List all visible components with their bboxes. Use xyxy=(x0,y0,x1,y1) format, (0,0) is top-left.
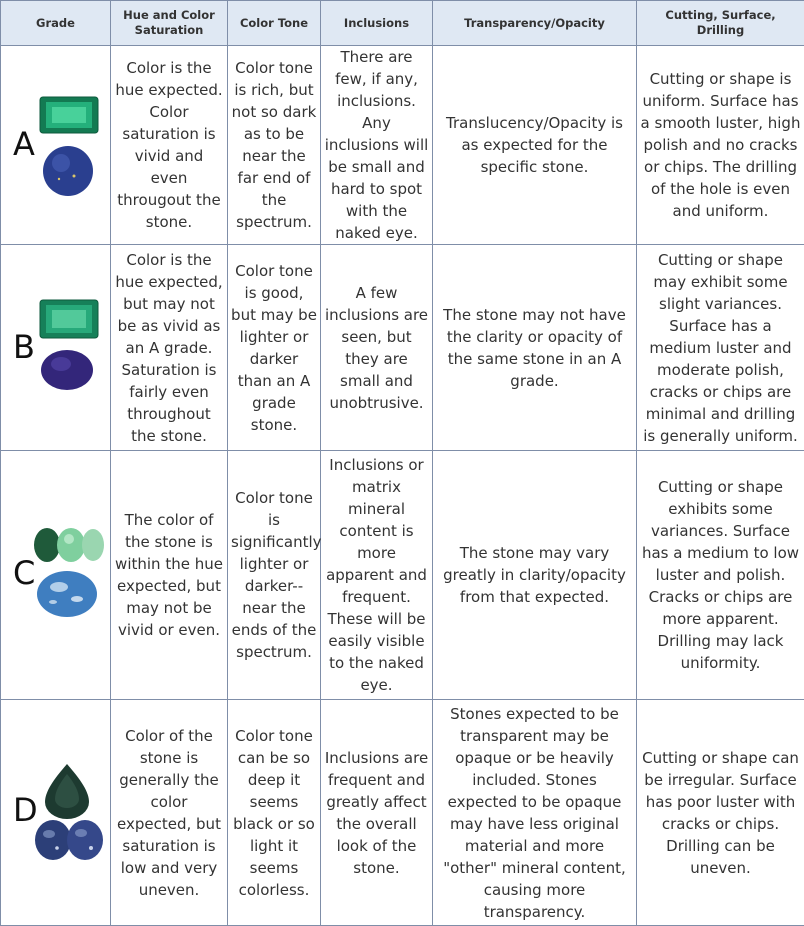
emerald-bead-cluster-icon xyxy=(33,525,105,565)
cutting-cell: Cutting or shape exhibits some variances. Surface has a medium to low luster and polish. Cracks or chips are more apparent. Drilling may lack uniformity. xyxy=(637,451,804,700)
dark-teardrop-gem-icon xyxy=(43,762,91,820)
header-row xyxy=(1,1,804,46)
hue-saturation-cell: Color of the stone is generally the color expected, but saturation is low and very uneven. xyxy=(111,700,228,926)
hue-saturation-cell: The color of the stone is within the hue expected, but may not be vivid or even. xyxy=(111,451,228,700)
color-tone-cell: Color tone can be so deep it seems black or so light it seems colorless. xyxy=(228,700,321,926)
table-row xyxy=(1,451,804,700)
grade-letter: B xyxy=(13,331,35,363)
color-tone-cell: Color tone is significantly lighter or darker-- near the ends of the spectrum. xyxy=(228,451,321,700)
grade-cell xyxy=(1,46,111,245)
color-tone-cell: Color tone is good, but may be lighter or darker than an A grade stone. xyxy=(228,245,321,451)
lapis-round-gem-icon xyxy=(41,144,95,198)
transparency-cell: Translucency/Opacity is as expected for the specific stone. xyxy=(433,46,637,245)
inclusions-cell: There are few, if any, inclusions. Any inclusions will be small and hard to spot with the naked eye. xyxy=(321,46,433,245)
grade-cell xyxy=(1,700,111,926)
sodalite-oval-gem-icon xyxy=(35,569,99,619)
emerald-cut-gem-icon xyxy=(39,96,99,146)
inclusions-cell: Inclusions or matrix mineral content is more apparent and frequent. These will be easily visible to the naked eye. xyxy=(321,451,433,700)
hue-saturation-cell: Color is the hue expected. Color saturation is vivid and even througout the stone. xyxy=(111,46,228,245)
cutting-cell: Cutting or shape can be irregular. Surface has poor luster with cracks or chips. Drilling can be uneven. xyxy=(637,700,804,926)
cutting-cell: Cutting or shape is uniform. Surface has a smooth luster, high polish and no cracks or chips. The drilling of the hole is even and uniform. xyxy=(637,46,804,245)
header-cutting: Cutting, Surface, Drilling xyxy=(637,1,804,46)
header-grade: Grade xyxy=(1,1,111,46)
color-tone-cell: Color tone is rich, but not so dark as to be near the far end of the spectrum. xyxy=(228,46,321,245)
header-inclusions: Inclusions xyxy=(321,1,433,46)
table-row xyxy=(1,245,804,451)
header-hue-saturation: Hue and Color Saturation xyxy=(111,1,228,46)
dull-lapis-beads-icon xyxy=(33,818,105,862)
grade-letter: C xyxy=(13,557,35,589)
lapis-oval-gem-icon xyxy=(39,347,95,393)
table-row xyxy=(1,700,804,926)
grade-letter: D xyxy=(13,794,38,826)
grade-cell xyxy=(1,245,111,451)
hue-saturation-cell: Color is the hue expected, but may not be as vivid as an A grade. Saturation is fairly even throughout the stone. xyxy=(111,245,228,451)
header-transparency: Transparency/Opacity xyxy=(433,1,637,46)
cutting-cell: Cutting or shape may exhibit some slight variances. Surface has a medium luster and moderate polish, cracks or chips are minimal and drilling is generally uniform. xyxy=(637,245,804,451)
grade-letter: A xyxy=(13,128,35,160)
transparency-cell: The stone may not have the clarity or opacity of the same stone in an A grade. xyxy=(433,245,637,451)
header-color-tone: Color Tone xyxy=(228,1,321,46)
table-row xyxy=(1,46,804,245)
inclusions-cell: A few inclusions are seen, but they are small and unobtrusive. xyxy=(321,245,433,451)
transparency-cell: Stones expected to be transparent may be opaque or be heavily included. Stones expected to be opaque may have less original material and more "other" mineral content, causing more transparency. xyxy=(433,700,637,926)
inclusions-cell: Inclusions are frequent and greatly affect the overall look of the stone. xyxy=(321,700,433,926)
emerald-cut-gem-icon xyxy=(39,299,99,341)
transparency-cell: The stone may vary greatly in clarity/opacity from that expected. xyxy=(433,451,637,700)
grade-cell xyxy=(1,451,111,700)
